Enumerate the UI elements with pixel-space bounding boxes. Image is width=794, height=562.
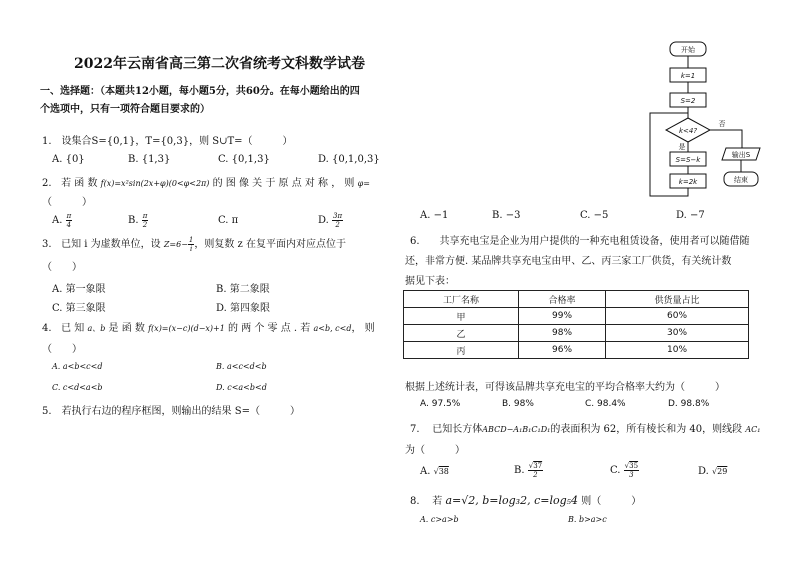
table-cell: 30% bbox=[606, 325, 749, 342]
q7-b-num: √37 bbox=[528, 462, 543, 470]
q2-b-num: π bbox=[142, 212, 148, 220]
flowchart-output: 输出S bbox=[731, 151, 751, 159]
q7-a-rad: 38 bbox=[438, 467, 449, 476]
q7-option-d[interactable] bbox=[698, 466, 727, 477]
q3-frac-num: 1 bbox=[188, 236, 194, 244]
q2-a-den: 4 bbox=[66, 221, 72, 229]
q3-option-b[interactable]: B. 第二象限 bbox=[216, 284, 270, 295]
q6-line1: 6. 共享充电宝是企业为用户提供的一种充电租赁设备，使用者可以随借随 bbox=[410, 236, 750, 247]
q2-var: φ= bbox=[357, 179, 370, 188]
q2-stem bbox=[42, 174, 370, 189]
q2-pre: 若 函 数 bbox=[61, 178, 98, 189]
flowchart-yes: 是 bbox=[678, 143, 686, 151]
table-cell: 60% bbox=[606, 308, 749, 325]
q7-b-label: B. bbox=[514, 465, 525, 476]
q6-line2: 还，非常方便. 某品牌共享充电宝由甲、乙、丙三家工厂供货，有关统计数 bbox=[405, 256, 732, 267]
q7-b-rad: 37 bbox=[533, 462, 543, 470]
q2-b-frac bbox=[142, 212, 149, 229]
q4-option-a[interactable]: A. a<b<c<d bbox=[52, 362, 103, 371]
q3-paren: （ ） bbox=[42, 262, 82, 273]
q2-b-label: B. bbox=[128, 215, 139, 226]
q7-b-frac bbox=[528, 462, 543, 479]
q3-number: 3. bbox=[42, 239, 52, 250]
q4-post: ， 则 bbox=[351, 323, 375, 334]
q4-function: f(x)=(x−c)(d−x)+1 bbox=[148, 324, 225, 333]
q7-d-rad: 29 bbox=[717, 467, 728, 476]
q8-post: 则（ ） bbox=[581, 496, 642, 507]
q7-c-num: √35 bbox=[624, 462, 639, 470]
q7-pre: 已知长方体 bbox=[432, 424, 483, 435]
q8-stem bbox=[410, 492, 641, 507]
table-row bbox=[404, 308, 749, 325]
q2-option-a[interactable] bbox=[52, 212, 72, 229]
q1-option-d[interactable]: D. {0,1,0,3} bbox=[318, 154, 380, 165]
q2-option-d[interactable] bbox=[318, 212, 343, 229]
flowchart bbox=[630, 36, 790, 206]
q7-c-rad: 35 bbox=[629, 462, 639, 470]
flowchart-cond: k<4? bbox=[678, 127, 698, 135]
q7-number: 7. bbox=[410, 424, 420, 435]
q8-option-b[interactable]: B. b>a>c bbox=[568, 515, 607, 524]
table-cell: 乙 bbox=[404, 325, 519, 342]
q8-option-a[interactable]: A. c>a>b bbox=[420, 515, 459, 524]
q7-segment: AC₁ bbox=[745, 425, 761, 434]
q2-mid: 的 图 像 关 于 原 点 对 称 ， 则 bbox=[212, 178, 355, 189]
q7-c-label: C. bbox=[610, 465, 621, 476]
q2-d-label: D. bbox=[318, 215, 329, 226]
q4-option-c[interactable]: C. c<d<a<b bbox=[52, 383, 103, 392]
q7-mid: 的表面积为 62，所有棱长和为 40，则线段 bbox=[550, 424, 743, 435]
q3-option-a[interactable]: A. 第一象限 bbox=[52, 284, 106, 295]
q4-paren: （ ） bbox=[42, 344, 82, 355]
q4-mid: 是 函 数 bbox=[108, 323, 145, 334]
q2-paren: （ ） bbox=[42, 197, 92, 208]
table-header-row bbox=[404, 291, 749, 308]
q2-number: 2. bbox=[42, 178, 52, 189]
q7-option-b[interactable] bbox=[514, 462, 543, 479]
q2-a-frac bbox=[66, 212, 73, 229]
q6-after: 根据上述统计表，可得该品牌共享充电宝的平均合格率大约为（ ） bbox=[405, 382, 725, 393]
page-title: 2022年云南省高三第二次省统考文科数学试卷 bbox=[74, 56, 365, 72]
flowchart-k1: k=1 bbox=[680, 72, 696, 80]
q6-line3: 据见下表： bbox=[405, 276, 455, 287]
q1-option-b[interactable]: B. {1,3} bbox=[128, 154, 171, 165]
q4-stem bbox=[42, 319, 375, 334]
q7-stem bbox=[410, 420, 760, 435]
table-cell: 96% bbox=[519, 342, 606, 359]
q4-option-d[interactable]: D. c<a<b<d bbox=[216, 383, 267, 392]
q7-paren: 为（ ） bbox=[405, 445, 465, 456]
q8-pre: 若 bbox=[432, 496, 443, 507]
q7-d-value: √29 bbox=[712, 467, 728, 476]
table-row bbox=[404, 325, 749, 342]
q7-option-a[interactable] bbox=[420, 466, 449, 477]
q2-option-b[interactable] bbox=[128, 212, 148, 229]
q5-option-c[interactable]: C. −5 bbox=[580, 210, 609, 221]
section-heading-cont: 个选项中，只有一项符合题目要求的） bbox=[40, 104, 210, 115]
q2-a-num: π bbox=[66, 212, 72, 220]
q3-pre: 已知 i 为虚数单位，设 bbox=[61, 239, 161, 250]
q2-b-den: 2 bbox=[142, 221, 148, 229]
q7-b-den: 2 bbox=[533, 471, 538, 479]
q2-option-c[interactable]: C. π bbox=[218, 215, 239, 226]
q4-number: 4. bbox=[42, 323, 52, 334]
q1-stem: 1. 设集合S={0,1}，T={0,3}，则 S∪T=（ ） bbox=[42, 136, 293, 147]
table-cell: 99% bbox=[519, 308, 606, 325]
q7-option-c[interactable] bbox=[610, 462, 639, 479]
flowchart-update-k: k=2k bbox=[678, 178, 698, 186]
q2-d-frac bbox=[332, 212, 343, 229]
q8-number: 8. bbox=[410, 496, 420, 507]
table-header: 合格率 bbox=[519, 291, 606, 308]
q7-a-value: √38 bbox=[433, 467, 449, 476]
q4-pre: 已 知 bbox=[61, 323, 85, 334]
q3-frac-den: i bbox=[190, 245, 193, 253]
q3-zexpr: Z=6− bbox=[163, 240, 188, 249]
q7-c-den: 3 bbox=[629, 471, 634, 479]
table-cell: 甲 bbox=[404, 308, 519, 325]
q4-option-b[interactable]: B. a<c<d<b bbox=[216, 362, 267, 371]
q1-option-c[interactable]: C. {0,1,3} bbox=[218, 154, 270, 165]
q3-option-c[interactable]: C. 第三象限 bbox=[52, 303, 106, 314]
q5-stem: 5. 若执行右边的程序框图，则输出的结果 S=（ ） bbox=[42, 406, 300, 417]
q5-option-a[interactable]: A. −1 bbox=[420, 210, 449, 221]
q6-option-a[interactable]: A. 97.5% bbox=[420, 399, 461, 409]
q2-d-num: 3π bbox=[333, 212, 343, 220]
q7-d-label: D. bbox=[698, 466, 709, 477]
flowchart-update-s: S=S−k bbox=[675, 156, 701, 164]
q3-stem bbox=[42, 235, 346, 253]
table-cell: 98% bbox=[519, 325, 606, 342]
section-heading: 一、选择题：（本题共12小题，每小题5分，共60分。在每小题给出的四 bbox=[40, 86, 360, 97]
flowchart-no: 否 bbox=[718, 120, 726, 128]
table-row bbox=[404, 342, 749, 359]
q3-post: ，则复数 z 在复平面内对应点位于 bbox=[194, 239, 347, 250]
q6-stats-table bbox=[403, 290, 749, 359]
table-cell: 10% bbox=[606, 342, 749, 359]
q2-function: f(x)=x²sin(2x+φ)(0<φ<2π) bbox=[100, 179, 210, 188]
q5-option-d[interactable]: D. −7 bbox=[676, 210, 705, 221]
table-cell: 丙 bbox=[404, 342, 519, 359]
q3-option-d[interactable]: D. 第四象限 bbox=[216, 303, 271, 314]
q1-option-a[interactable]: A. {0} bbox=[52, 154, 85, 165]
table-header: 工厂名称 bbox=[404, 291, 519, 308]
q6-option-b[interactable]: B. 98% bbox=[502, 399, 534, 409]
q5-option-b[interactable]: B. −3 bbox=[492, 210, 521, 221]
flowchart-end: 结束 bbox=[734, 176, 748, 184]
flowchart-s2: S=2 bbox=[680, 97, 696, 105]
q6-option-c[interactable]: C. 98.4% bbox=[585, 399, 626, 409]
q7-solid: ABCD−A₁B₁C₁D₁ bbox=[482, 425, 551, 434]
table-header: 供货量占比 bbox=[606, 291, 749, 308]
q4-mid2: 的 两 个 零 点 . 若 bbox=[228, 323, 311, 334]
q2-a-label: A. bbox=[52, 215, 63, 226]
q8-expression: a=√2, b=log₃2, c=log₅4 bbox=[445, 494, 579, 507]
q4-condition: a<b, c<d bbox=[313, 324, 352, 333]
flowchart-start: 开始 bbox=[681, 46, 695, 54]
q6-option-d[interactable]: D. 98.8% bbox=[668, 399, 710, 409]
q2-d-den: 2 bbox=[335, 221, 340, 229]
q7-a-label: A. bbox=[420, 466, 431, 477]
q7-c-frac bbox=[624, 462, 639, 479]
q4-ab: a、b bbox=[87, 324, 106, 333]
